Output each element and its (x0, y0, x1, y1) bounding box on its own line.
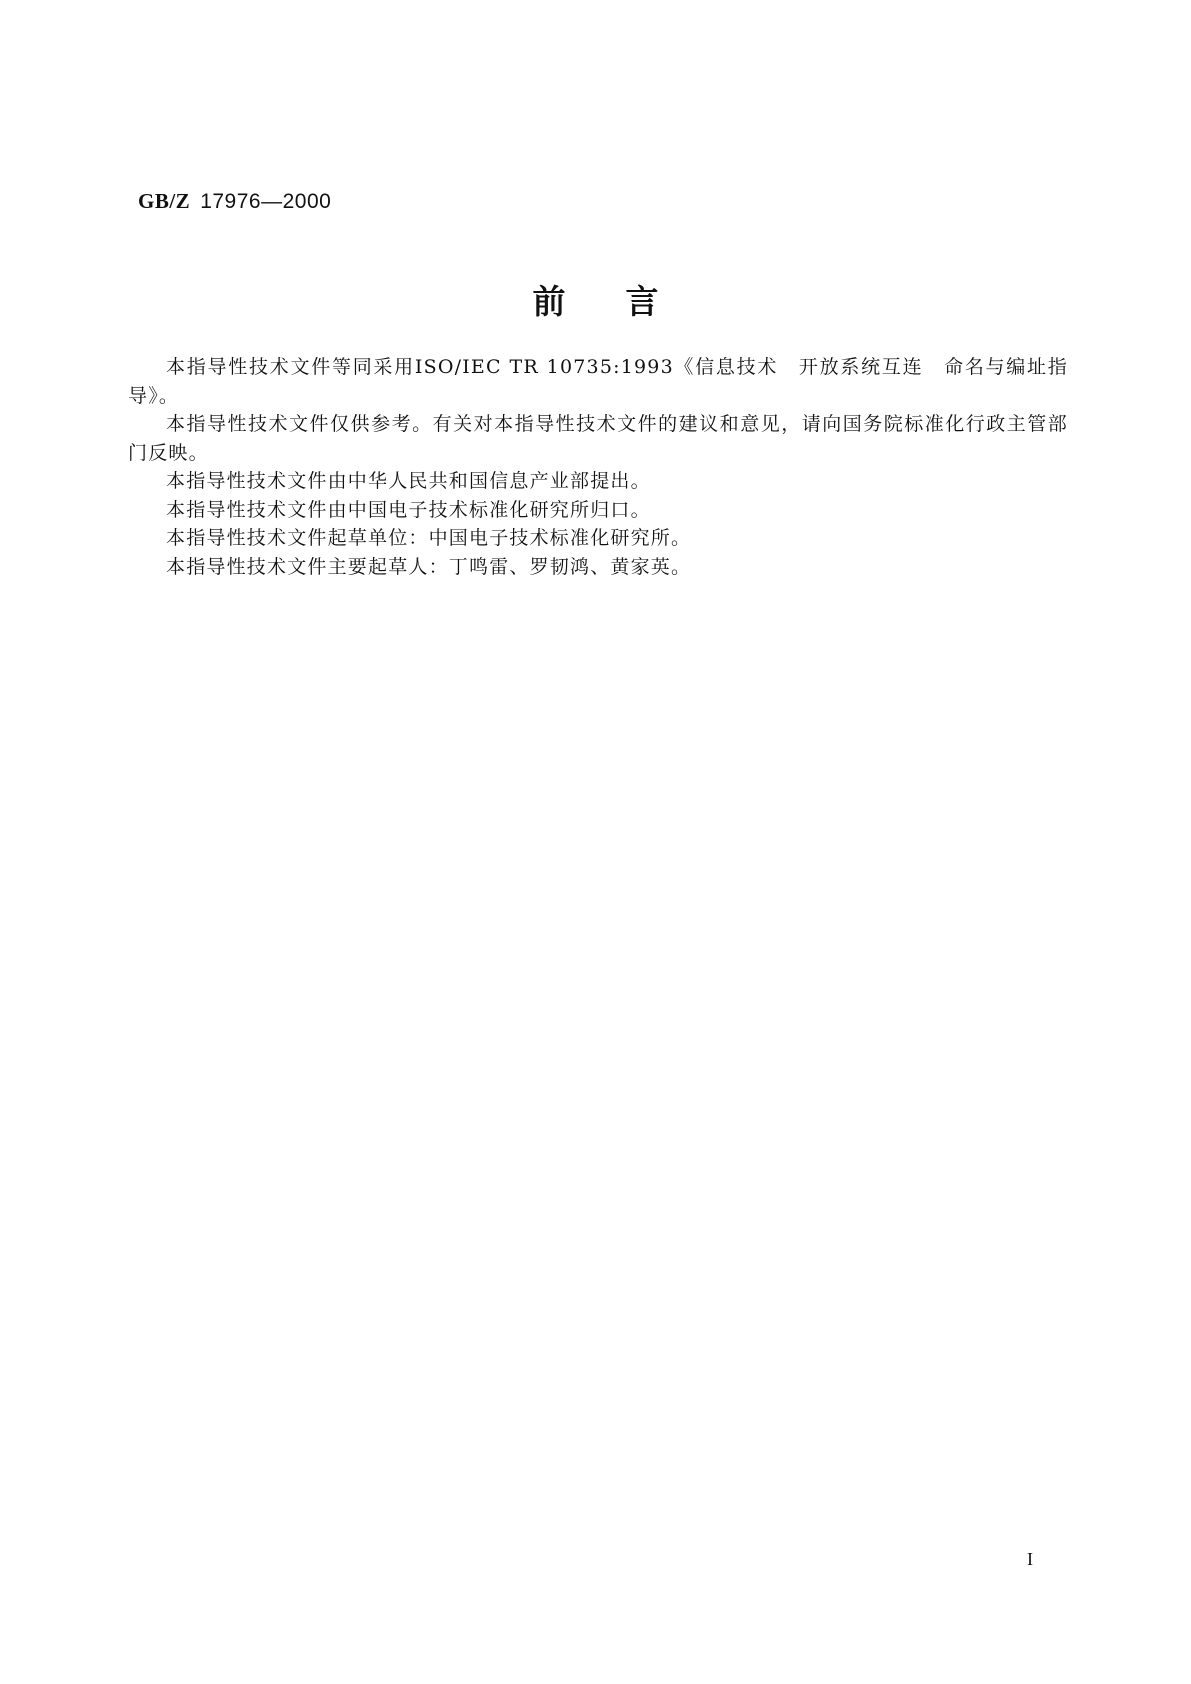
foreword-body (128, 353, 1068, 581)
page-number: I (1027, 1549, 1033, 1569)
foreword-paragraph-adoption: 本指导性技术文件等同采用ISO/IEC TR 10735:1993《信息技术 开放系统互连 命名与编址指导》。 (128, 356, 1068, 407)
page-title: 前言 (532, 282, 719, 321)
foreword-paragraph-drafters: 本指导性技术文件主要起草人：丁鸣雷、罗韧鸿、黄家英。 (166, 555, 692, 578)
foreword-paragraph-drafting-unit: 本指导性技术文件起草单位：中国电子技术标准化研究所。 (166, 527, 692, 549)
foreword-paragraph-reference: 本指导性技术文件仅供参考。有关对本指导性技术文件的建议和意见，请向国务院标准化行政主管部门反映。 (128, 413, 1068, 464)
standard-code (138, 188, 331, 215)
standard-number: 17976—2000 (200, 190, 332, 213)
standard-prefix: GB/Z (138, 189, 191, 213)
foreword-paragraph-centralized: 本指导性技术文件由中国电子技术标准化研究所归口。 (166, 498, 651, 521)
foreword-paragraph-proposer: 本指导性技术文件由中华人民共和国信息产业部提出。 (166, 470, 651, 492)
